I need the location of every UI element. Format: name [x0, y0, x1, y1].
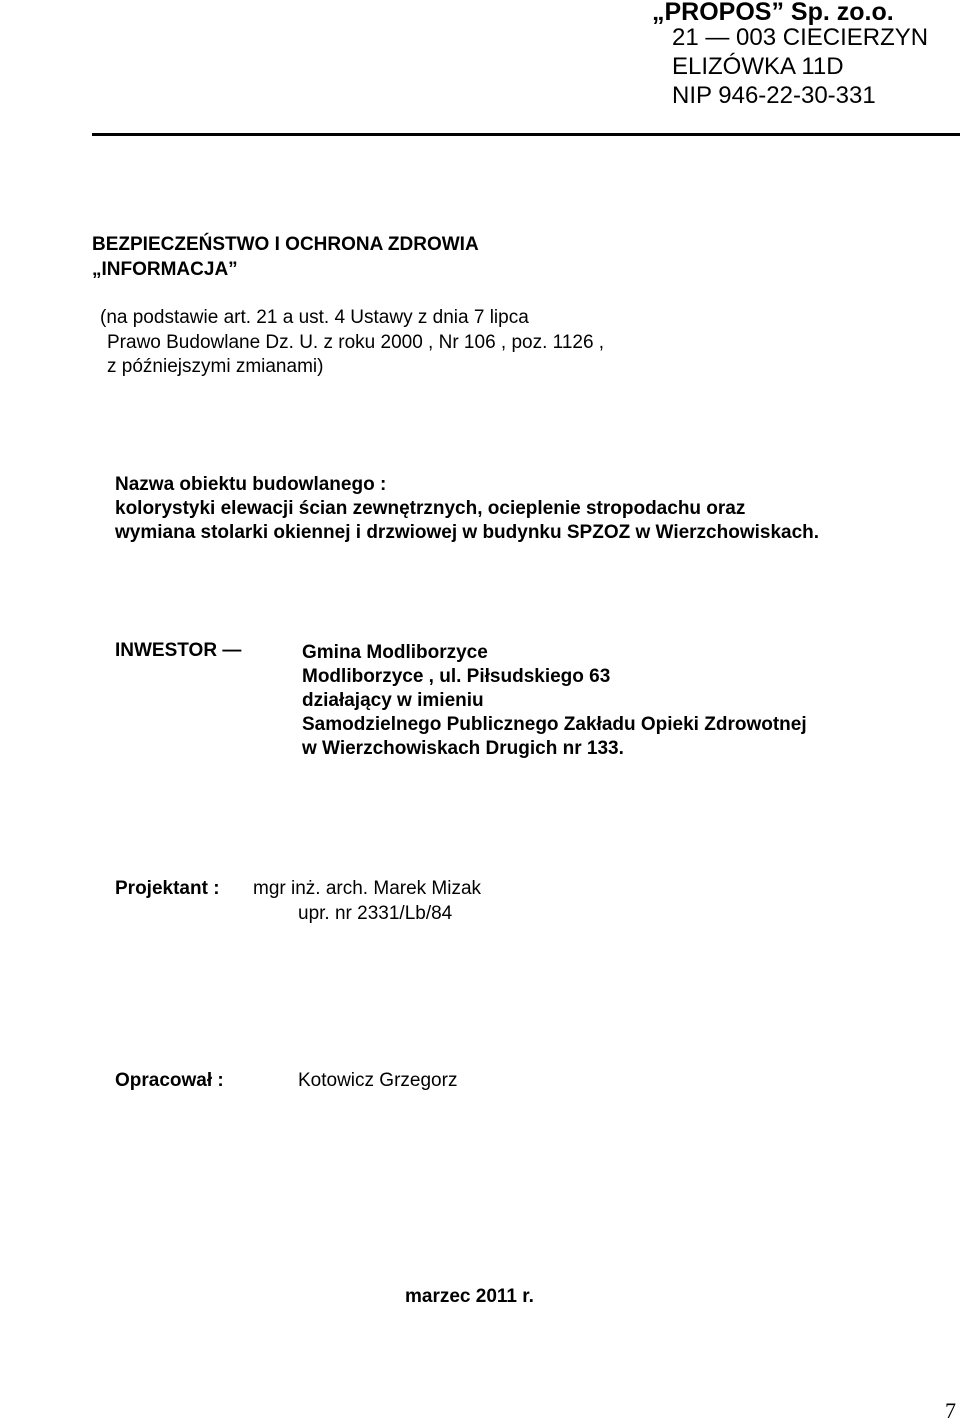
- investor-line-3: działający w imieniu: [302, 690, 484, 711]
- investor-label: INWESTOR —: [115, 640, 242, 661]
- company-address-line-2: ELIZÓWKA 11D: [672, 53, 844, 80]
- object-description-line-2: wymiana stolarki okiennej i drzwiowej w budynku SPZOZ w Wierzchowiskach.: [115, 522, 820, 543]
- company-nip: NIP 946-22-30-331: [672, 82, 876, 109]
- investor-line-4: Samodzielnego Publicznego Zakładu Opieki Zdrowotnej: [302, 714, 807, 735]
- header-rule: [92, 133, 960, 136]
- object-label: Nazwa obiektu budowlanego :: [115, 474, 387, 495]
- designer-license: upr. nr 2331/Lb/84: [298, 903, 453, 924]
- company-address-line-1: 21 — 003 CIECIERZYN: [672, 24, 929, 51]
- document-subtitle: „INFORMACJA”: [92, 259, 238, 280]
- legal-basis-line-1: (na podstawie art. 21 a ust. 4 Ustawy z dnia 7 lipca: [100, 307, 529, 328]
- designer-label: Projektant :: [115, 878, 220, 899]
- investor-line-5: w Wierzchowiskach Drugich nr 133.: [302, 738, 624, 759]
- investor-line-1: Gmina Modliborzyce: [302, 642, 488, 663]
- legal-basis-line-3: z późniejszymi zmianami): [107, 356, 324, 377]
- document-date: marzec 2011 r.: [405, 1286, 534, 1307]
- page-number: 7: [945, 1398, 956, 1423]
- object-description-line-1: kolorystyki elewacji ścian zewnętrznych, ocieplenie stropodachu oraz: [115, 498, 746, 519]
- legal-basis-line-2: Prawo Budowlane Dz. U. z roku 2000 , Nr 106 , poz. 1126 ,: [107, 332, 605, 353]
- company-name: „PROPOS” Sp. zo.o.: [652, 0, 894, 26]
- prepared-by-label: Opracował :: [115, 1070, 224, 1091]
- investor-line-2: Modliborzyce , ul. Piłsudskiego 63: [302, 666, 611, 687]
- document-title: BEZPIECZEŃSTWO I OCHRONA ZDROWIA: [92, 234, 479, 255]
- prepared-by-name: Kotowicz Grzegorz: [298, 1070, 458, 1091]
- designer-name: mgr inż. arch. Marek Mizak: [253, 878, 482, 899]
